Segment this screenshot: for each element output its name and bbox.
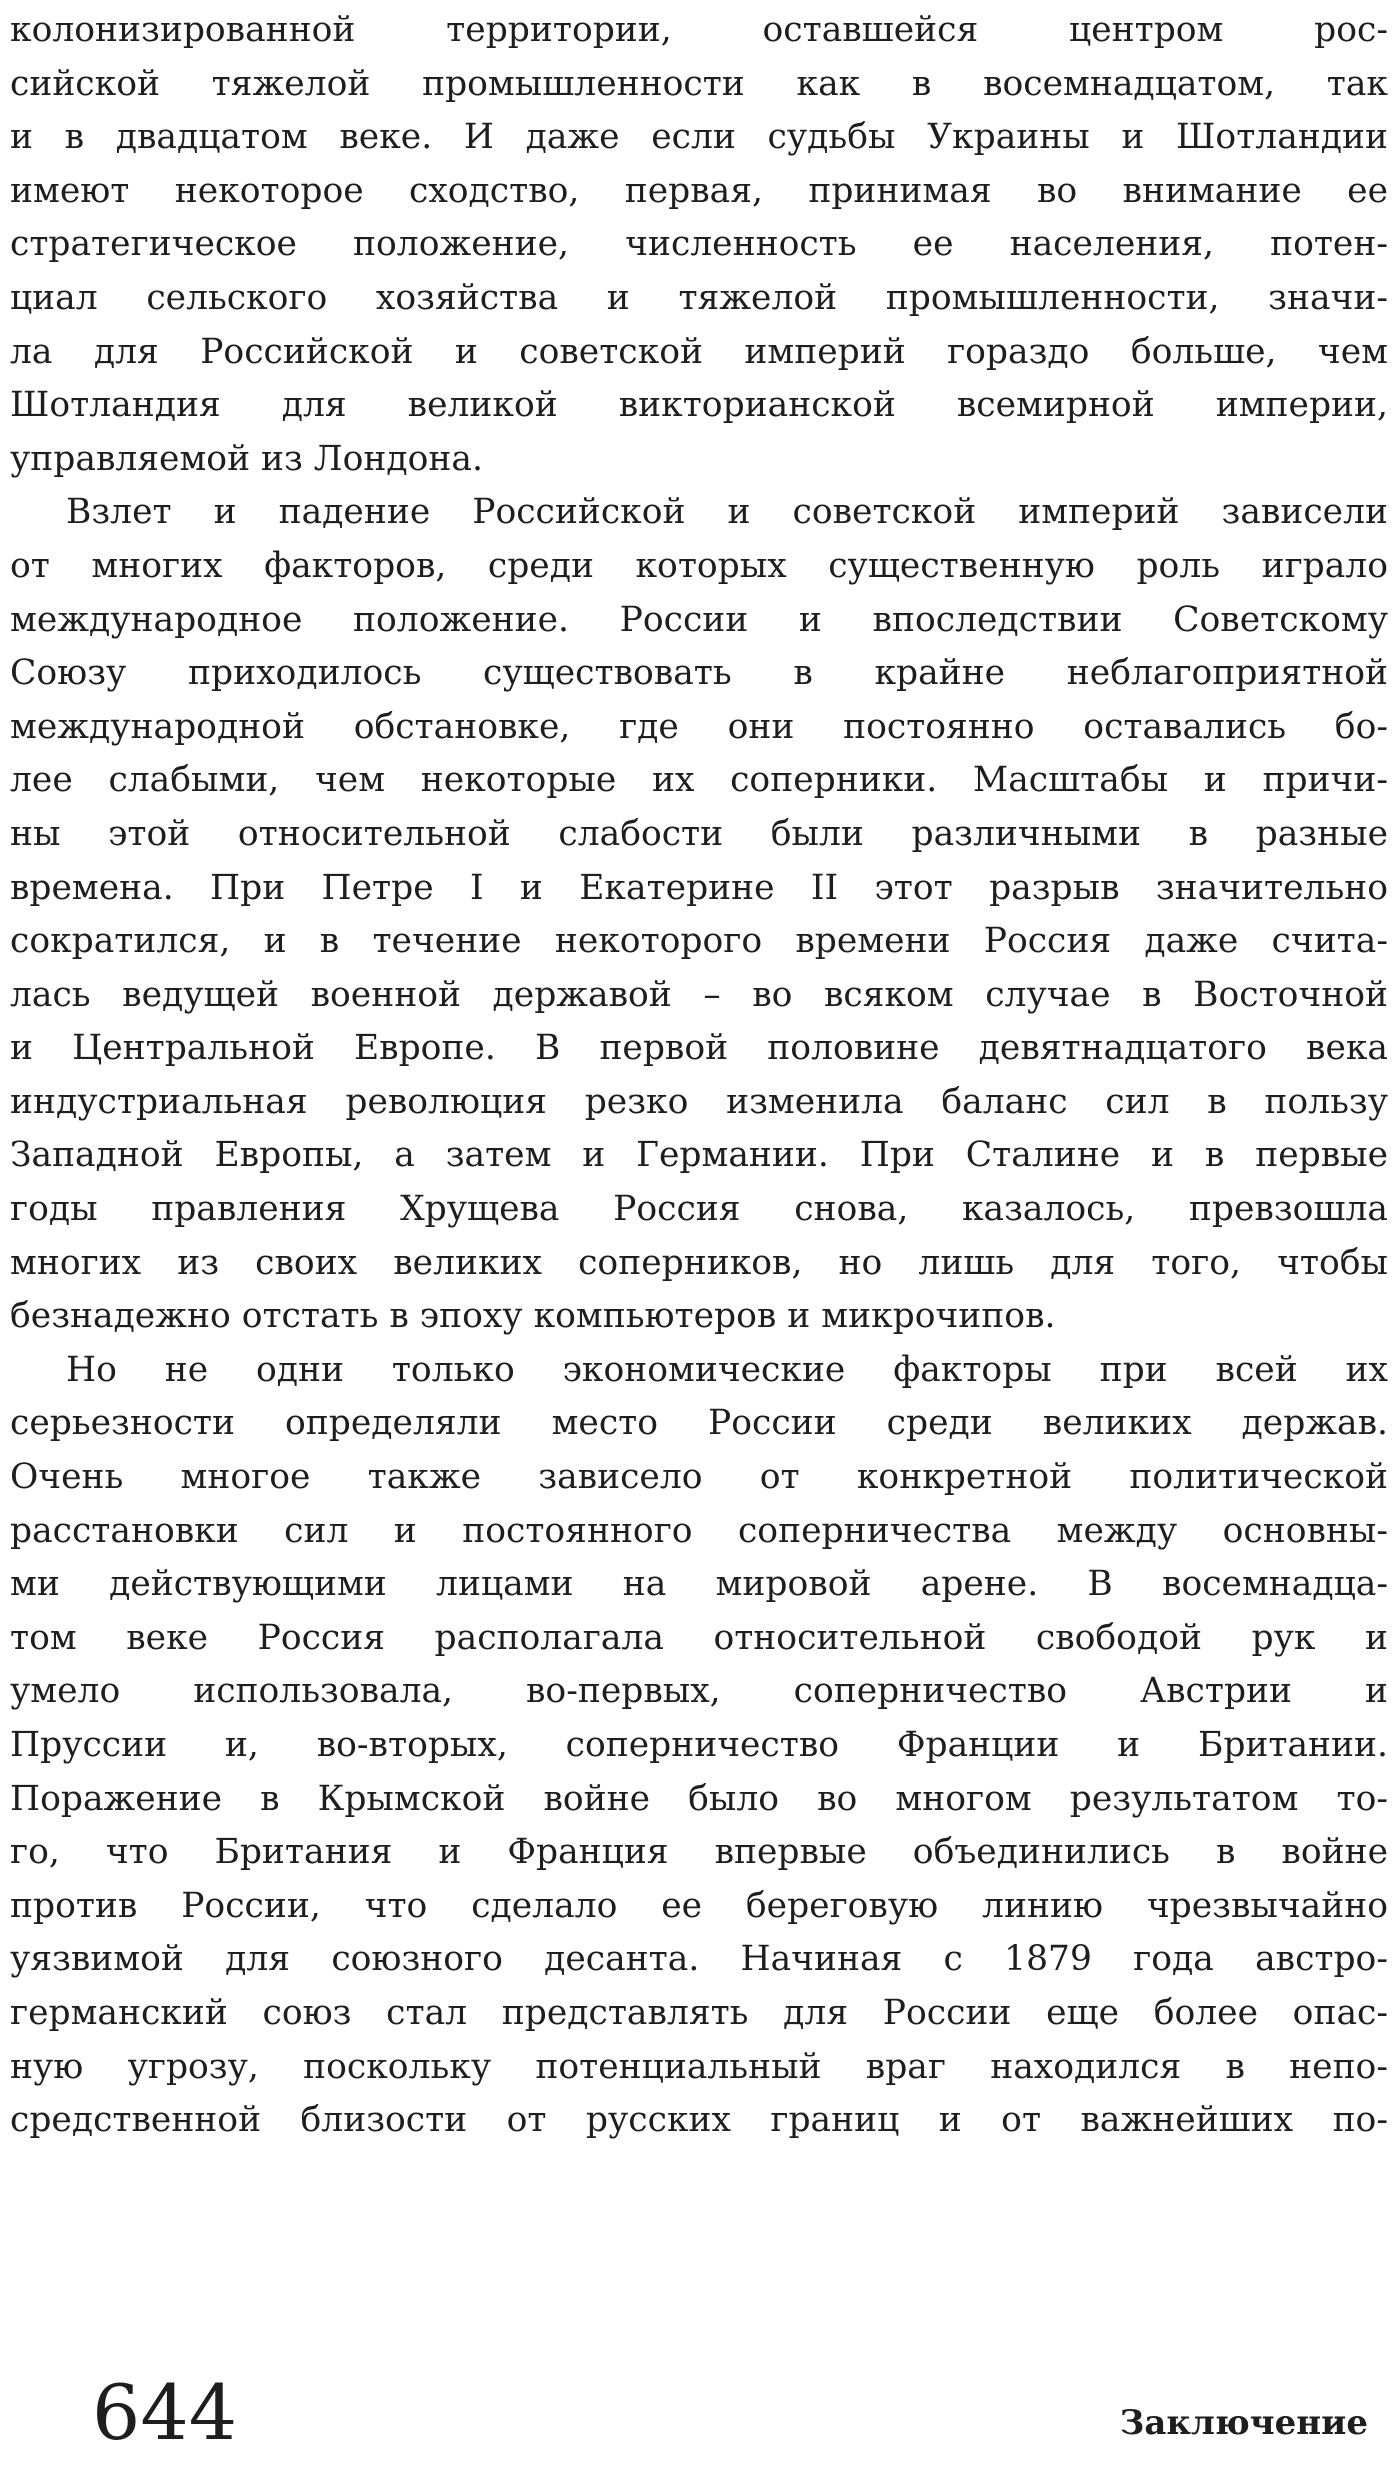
text-line: умело использовала, во-первых, соперничество Австрии и <box>10 1671 1388 1712</box>
text-line: том веке Россия располагала относительной свободой рук и <box>10 1617 1388 1658</box>
text-line: многих из своих великих соперников, но лишь для того, чтобы <box>10 1242 1388 1283</box>
paragraph <box>10 486 1388 1344</box>
text-line: Взлет и падение Российской и советской империй зависели <box>66 492 1388 533</box>
text-line: колонизированной территории, оставшейся центром рос- <box>10 10 1388 50</box>
text-line: Пруссии и, во-вторых, соперничество Франции и Британии. <box>10 1725 1388 1765</box>
text-line: го, что Британия и Франция впервые объединились в войне <box>10 1832 1388 1873</box>
text-line: против России, что сделало ее береговую линию чрезвычайно <box>10 1885 1388 1926</box>
text-line: лее слабыми, чем некоторые их соперники. Масштабы и причи- <box>10 760 1388 801</box>
text-line: от многих факторов, среди которых существенную роль играло <box>10 545 1388 586</box>
text-line: ны этой относительной слабости были различными в разные <box>10 813 1388 854</box>
text-line: Шотландия для великой викторианской всемирной империи, <box>10 385 1388 426</box>
text-line: управляемой из Лондона. <box>10 438 483 479</box>
text-line: Западной Европы, а затем и Германии. При Сталине и в первые <box>10 1135 1388 1176</box>
text-line: уязвимой для союзного десанта. Начиная с 1879 года австро- <box>10 1939 1388 1980</box>
text-line: лась ведущей военной державой – во всяком случае в Восточной <box>10 974 1388 1015</box>
text-line: и Центральной Европе. В первой половине девятнадцатого века <box>10 1028 1388 1069</box>
text-line: сократился, и в течение некоторого времени Россия даже счита- <box>10 921 1388 962</box>
text-line: времена. При Петре I и Екатерине II этот разрыв значительно <box>10 867 1388 908</box>
paragraph <box>10 4 1388 486</box>
page-number: 644 <box>92 2368 238 2457</box>
text-line: и в двадцатом веке. И даже если судьбы Украины и Шотландии <box>10 117 1388 158</box>
text-line: Очень многое также зависело от конкретной политической <box>10 1457 1388 1498</box>
text-line: Поражение в Крымской войне было во многом результатом то- <box>10 1778 1388 1819</box>
text-line: стратегическое положение, численность ее населения, потен- <box>10 224 1388 265</box>
text-line: средственной близости от русских границ и от важнейших по- <box>10 2100 1388 2141</box>
book-page <box>10 4 1388 2148</box>
text-line: имеют некоторое сходство, первая, принимая во внимание ее <box>10 170 1388 211</box>
text-line: ла для Российской и советской империй гораздо больше, чем <box>10 331 1388 372</box>
text-line: ную угрозу, поскольку потенциальный враг находился в непо- <box>10 2046 1388 2087</box>
body-text <box>10 4 1388 2148</box>
text-line: германский союз стал представлять для России еще более опас- <box>10 1992 1388 2033</box>
text-line: безнадежно отстать в эпоху компьютеров и микрочипов. <box>10 1296 1056 1337</box>
running-head: Заключение <box>1119 2403 1368 2443</box>
text-line: расстановки сил и постоянного соперничества между основны- <box>10 1510 1388 1551</box>
text-line: международное положение. России и впоследствии Советскому <box>10 599 1388 640</box>
text-line: Но не одни только экономические факторы при всей их <box>66 1349 1388 1390</box>
text-line: сийской тяжелой промышленности как в восемнадцатом, так <box>10 63 1388 104</box>
text-line: циал сельского хозяйства и тяжелой промышленности, значи- <box>10 277 1388 318</box>
text-line: Союзу приходилось существовать в крайне неблагоприятной <box>10 653 1388 694</box>
text-line: годы правления Хрущева Россия снова, казалось, превзошла <box>10 1189 1388 1230</box>
text-line: ми действующими лицами на мировой арене. В восемнадца- <box>10 1564 1388 1605</box>
paragraph <box>10 1344 1388 2148</box>
text-line: серьезности определяли место России среди великих держав. <box>10 1403 1388 1444</box>
text-line: индустриальная революция резко изменила баланс сил в пользу <box>10 1081 1388 1122</box>
text-line: международной обстановке, где они постоянно оставались бо- <box>10 706 1388 747</box>
